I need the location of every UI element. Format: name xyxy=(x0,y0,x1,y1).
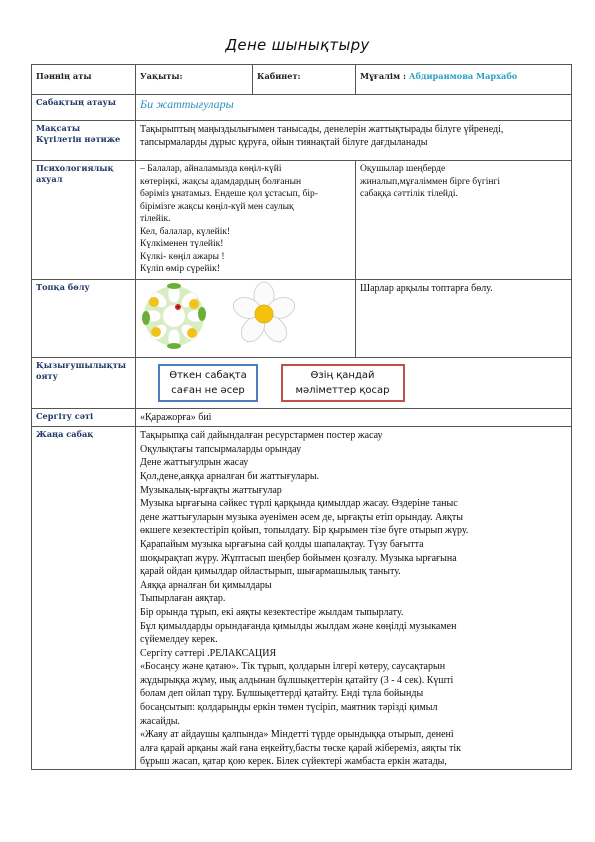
psych-line: бәріміз ұнатамыз. Ендеше қол ұстасып, бір- xyxy=(140,189,318,200)
lesson-line: Дене жаттығулрын жасау xyxy=(140,457,249,469)
time-label: Уақыты: xyxy=(136,65,253,95)
lesson-line: Оқулықтағы тапсырмаларды орындау xyxy=(140,443,302,455)
psych-line: – Балалар, айналамызда көңіл-күйі xyxy=(140,164,282,174)
lesson-line: Музыкалық-ырғақты жаттығулар xyxy=(140,484,282,496)
lesson-line: Бұл қимылдарды орындағанда қимылды жылдам және көңілді музыкамен xyxy=(140,620,457,632)
warmup-label: Сергіту сәті xyxy=(32,409,136,427)
interest-row xyxy=(32,358,572,409)
interest-label-line1: Қызығушылықты xyxy=(36,360,127,370)
past-lesson-box xyxy=(158,364,258,402)
lesson-plan-table xyxy=(31,64,572,770)
page-title: Дене шынықтыру xyxy=(225,36,370,54)
daisy-wreath-icon xyxy=(142,283,206,349)
teacher-name: Абдираимова Мархабо xyxy=(408,71,518,81)
lesson-line: Қол,дене,аяққа арналған би жаттығулары. xyxy=(140,470,320,482)
group-value: Шарлар арқылы топтарға бөлу. xyxy=(356,280,572,358)
interest-label-line2: ояту xyxy=(36,370,58,381)
subject-label: Пәннің аты xyxy=(32,65,136,95)
lesson-line: Сергіту сәттері .РЕЛАКСАЦИЯ xyxy=(140,647,277,659)
lesson-line: «Босаңсу және қатаю». Тік тұрып, қолдарын ілгері көтеру, саусақтарын xyxy=(140,661,446,673)
lesson-line: жұдырыққа жұму, иық алдынан бұлшықеттерін қатайту (3 - 4 сек). Күшті xyxy=(140,674,454,686)
psych-line: Күлкі- көңіл ажары ! xyxy=(140,251,225,262)
goal-label-line1: Мақсаты xyxy=(36,123,81,133)
psych-label xyxy=(32,161,136,280)
psych-result-line: Оқушылар шеңберде xyxy=(360,164,446,174)
cabinet-label: Кабинет: xyxy=(253,65,356,95)
psych-text xyxy=(136,161,356,280)
psych-label-line2: ахуал xyxy=(36,173,63,184)
lesson-line: Аяққа арналған би қимылдары xyxy=(140,579,272,591)
lesson-line: Қарапайым музыка ырғағына сай қолды шапалақтау. Түзу бағытта xyxy=(140,538,424,550)
psych-line: бірімізге жақсы көңіл-күй мен саулық xyxy=(140,201,294,212)
interest-label xyxy=(32,358,136,409)
lesson-line: босаңсытып: қолдарыңды еркін төмен түсіріп, маятник тәрізді қимыл xyxy=(140,702,438,714)
new-lesson-label: Жаңа сабақ xyxy=(32,427,136,770)
psych-line: Кел, балалар, күлейік! xyxy=(140,226,231,237)
lesson-line: Тақырыпқа сай дайындалған ресурстармен постер жасау xyxy=(140,430,383,442)
chamomile-flower-icon xyxy=(231,282,298,346)
new-lesson-content xyxy=(136,427,572,770)
psych-result-line: сабаққа сәттілік тілейді. xyxy=(360,189,458,200)
lesson-line: алға қарай арқаны жай ғана еңкейту,басты төске қарай жібереміз, аяқты тік xyxy=(140,742,461,754)
lesson-line: бұрыш жасап, қатар қою керек. Білек сүйектері жамбаста еркін жатады, xyxy=(140,756,447,768)
new-lesson-row xyxy=(32,427,572,770)
lesson-line: Музыка ырғағына сәйкес түрлі қарқында қимылдар жасау. Өздеріне таныс xyxy=(140,498,458,510)
goal-label xyxy=(32,121,136,161)
teacher-cell xyxy=(356,65,572,95)
group-images xyxy=(136,280,356,358)
psych-line: Күліп өмір сүрейік! xyxy=(140,264,220,275)
psych-result xyxy=(356,161,572,280)
lesson-line: «Жаяу ат айдаушы қалпында» Міндетті түрде орындыққа отырып, денені xyxy=(140,729,454,741)
goal-label-line2: Күтілетін нәтиже xyxy=(36,133,121,144)
psych-line: тілейік. xyxy=(140,214,171,225)
add-info-line2: мәліметтер қосар xyxy=(295,385,390,396)
add-info-line1: Өзің қандай xyxy=(310,370,375,381)
lesson-line: болам деп ойлап тұру. Бұлшықеттерді қатайту. Енді тұла бойынды xyxy=(140,688,424,700)
psych-line: Күлкіменен түлейік! xyxy=(140,239,224,250)
lesson-line: қарай ойдан қимылдар ойластырып, шығармашылық таныту. xyxy=(140,566,401,578)
past-lesson-line2: саған не әсер xyxy=(171,385,245,396)
topic-row xyxy=(32,95,572,121)
lesson-line: Бір орында тұрып, екі аяқты кезектестіре жылдам тыпырлату. xyxy=(140,606,404,618)
lesson-line: дене жаттығуларын музыка әуенімен әсем де, ырғақты етіп орындау. Аяқты xyxy=(140,511,463,523)
goal-value: Тақырыптың маңыздылығымен танысады, денелерін жаттықтырады білуге үйренеді, тапсырмаларды дұрыс құруға, ойын тиянақтай білуге дағдыланады xyxy=(136,121,572,161)
teacher-label: Мұғалім : xyxy=(360,71,407,81)
header-row xyxy=(32,65,572,95)
lesson-line: сүйемелдеу керек. xyxy=(140,634,218,646)
lesson-line: шоқырақтап жүру. Жұптасып шеңбер бойымен қозғалу. Музыка ырғағына xyxy=(140,552,457,564)
psych-label-line1: Психологиялық xyxy=(36,163,114,173)
lesson-line: өкшеге кезектестіріп қойып, топылдату. Бір қырымен тізе бүге отырып жүру. xyxy=(140,525,469,537)
interest-boxes xyxy=(136,358,572,409)
goal-row xyxy=(32,121,572,161)
group-label: Топқа бөлу xyxy=(32,280,136,358)
warmup-value: «Қаражорға» биі xyxy=(136,409,572,427)
psych-row xyxy=(32,161,572,280)
past-lesson-line1: Өткен сабақта xyxy=(169,370,247,381)
psych-line: көтеріңкі, жақсы адамдардың болғанын xyxy=(140,176,302,187)
group-row xyxy=(32,280,572,358)
topic-label: Сабақтың атауы xyxy=(32,95,136,121)
lesson-line: Тыпырлаған аяқтар. xyxy=(140,593,226,605)
flower-illustration xyxy=(136,280,356,352)
topic-value: Би жаттығулары xyxy=(136,95,572,121)
lesson-line: жасайды. xyxy=(140,715,181,727)
add-info-box xyxy=(281,364,405,402)
warmup-row xyxy=(32,409,572,427)
psych-result-line: жиналып,мұғаліммен бірге бүгінгі xyxy=(360,176,500,187)
